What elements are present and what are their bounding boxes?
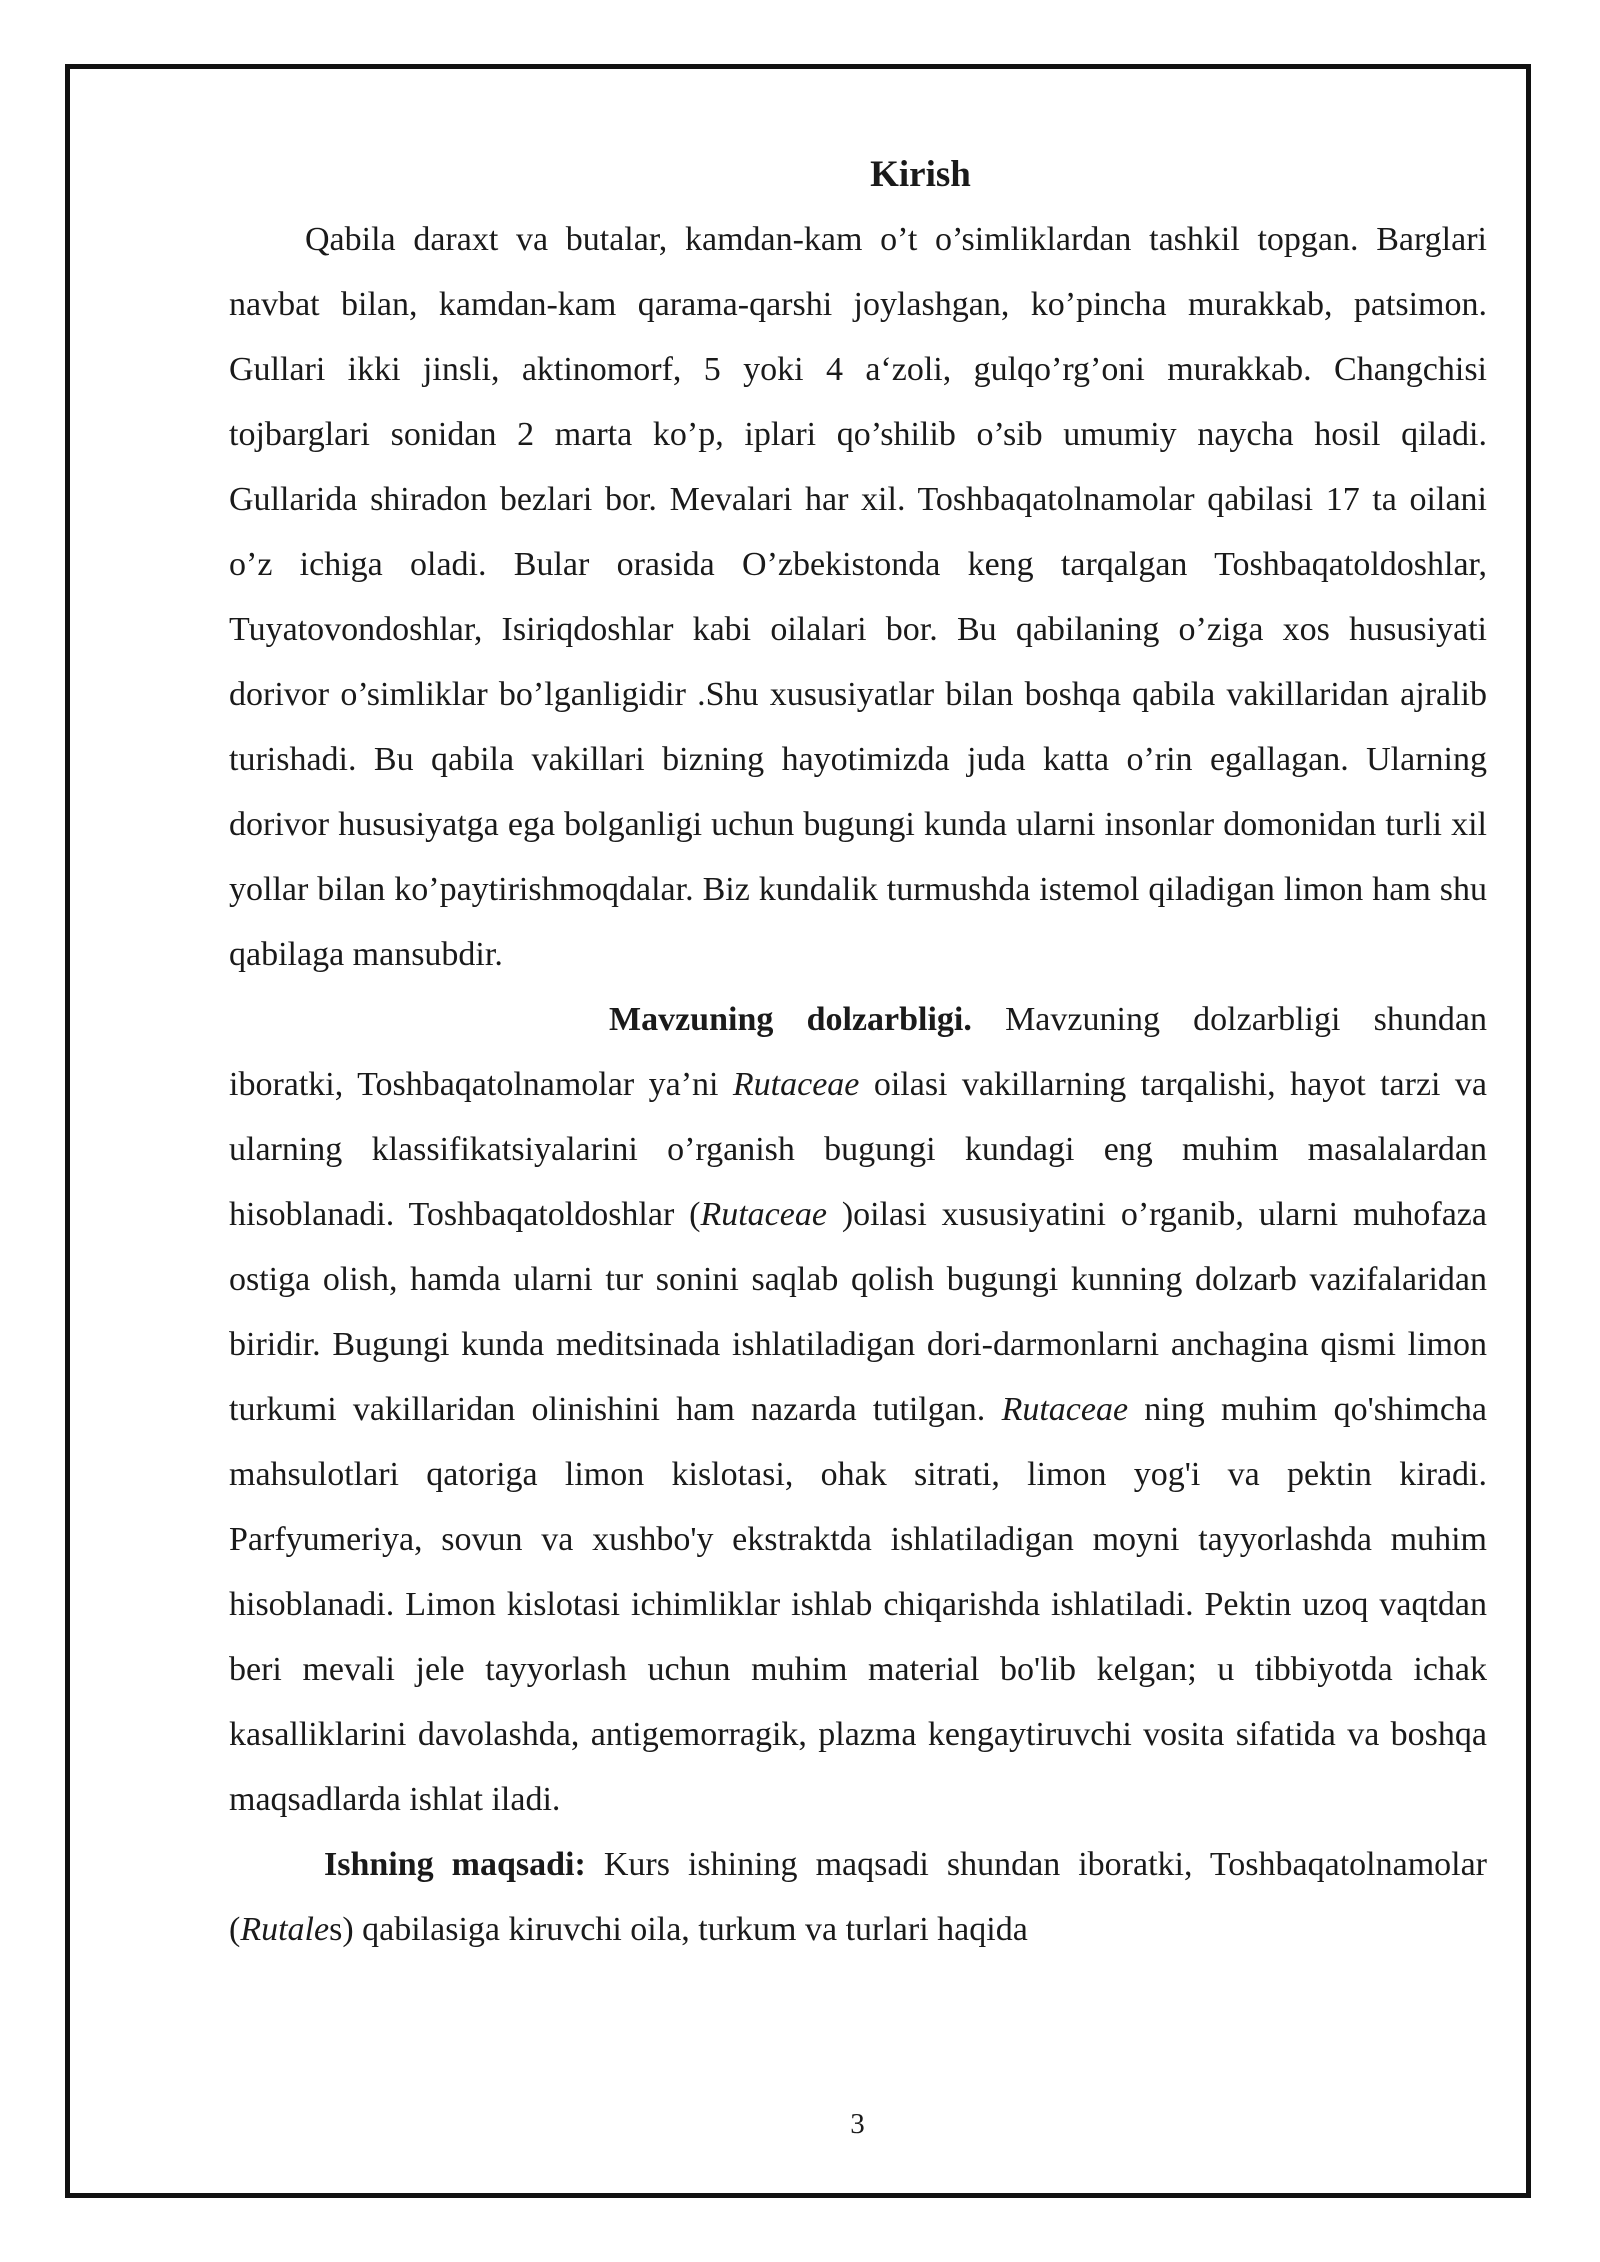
relevance-italic-3: Rutaceae <box>1001 1391 1129 1428</box>
relevance-text-4: ning muhim qo'shimcha mahsulotlari qatoriga limon kislotasi, ohak sitrati, limon yog'i va pektin kiradi. Parfyumeriya, sovun va xushbo'y ekstraktda ishlatiladigan moyni tayyorlashda muhim hisoblanadi. Limon kislotasi ichimliklar ishlab chiqarishda ishlatiladi. Pektin uzoq vaqtdan beri mevali jele tayyorlash uchun muhim material bo'lib kelgan; u tibbiyotda ichak kasalliklarini davolashda, antigemorragik, plazma kengaytiruvchi vosita sifatida va boshqa maqsadlarda ishlat iladi. <box>229 1391 1488 1818</box>
relevance-text-2: oilasi vakillarning tarqalishi, hayot tarzi va ularning klassifikatsiyalarini o’rganish bugungi kundagi eng muhim masalalardan hisoblanadi. Toshbaqatoldoshlar ( <box>229 1066 1488 1233</box>
section-title: Kirish <box>870 154 971 195</box>
goal-text-1: Kurs ishining maqsadi shundan iboratki, Toshbaqatolnamolar ( <box>229 1846 1487 1948</box>
goal-paragraph <box>229 1832 1487 1962</box>
goal-text-2: s) qabilasiga kiruvchi oila, turkum va turlari haqida <box>329 1911 1028 1948</box>
relevance-text-1: Mavzuning dolzarbligi shundan iboratki, Toshbaqatolnamolar ya’ni <box>229 1001 1487 1103</box>
intro-paragraph: Qabila daraxt va butalar, kamdan-kam o’t o’simliklardan tashkil topgan. Barglari navbat bilan, kamdan-kam qarama-qarshi joylashgan, ko’pincha murakkab, patsimon. Gullari ikki jinsli, aktinomorf, 5 yoki 4 a‘zoli, gulqo’rg’oni murakkab. Changchisi tojbarglari sonidan 2 marta ko’p, iplari qo’shilib o’sib umumiy naycha hosil qiladi. Gullarida shiradon bezlari bor. Mevalari har xil. Toshbaqatolnamolar qabilasi 17 ta oilani o’z ichiga oladi. Bular orasida O’zbekistonda keng tarqalgan Toshbaqatoldoshlar, Tuyatovondoshlar, Isiriqdoshlar kabi oilalari bor. Bu qabilaning o’ziga xos hususiyati dorivor o’simliklar bo’lganligidir .Shu xususiyatlar bilan boshqa qabila vakillaridan ajralib turishadi. Bu qabila vakillari bizning hayotimizda juda katta o’rin egallagan. Ularning dorivor hususiyatga ega bolganligi uchun bugungi kunda ularni insonlar domonidan turli xil yollar bilan ko’paytirishmoqdalar. Biz kundalik turmushda istemol qiladigan limon ham shu qabilaga mansubdir. <box>229 221 1487 973</box>
page-number: 3 <box>850 2108 865 2140</box>
relevance-italic-2: Rutaceae <box>700 1196 827 1233</box>
document-body <box>229 142 1487 1962</box>
goal-heading: Ishning maqsadi: <box>324 1846 586 1883</box>
relevance-paragraph <box>229 987 1487 1832</box>
relevance-text-3: )oilasi xususiyatini o’rganib, ularni muhofaza ostiga olish, hamda ularni tur sonini saqlab qolish bugungi kunning dolzarb vazifalaridan biridir. Bugungi kunda meditsinada ishlatiladigan dori-darmonlarni anchagina qismi limon turkumi vakillaridan olinishini ham nazarda tutilgan. <box>229 1196 1487 1428</box>
relevance-italic-1: Rutaceae <box>732 1066 860 1103</box>
goal-italic-1: Rutale <box>240 1911 330 1948</box>
relevance-heading: Mavzuning dolzarbligi. <box>609 1001 972 1038</box>
